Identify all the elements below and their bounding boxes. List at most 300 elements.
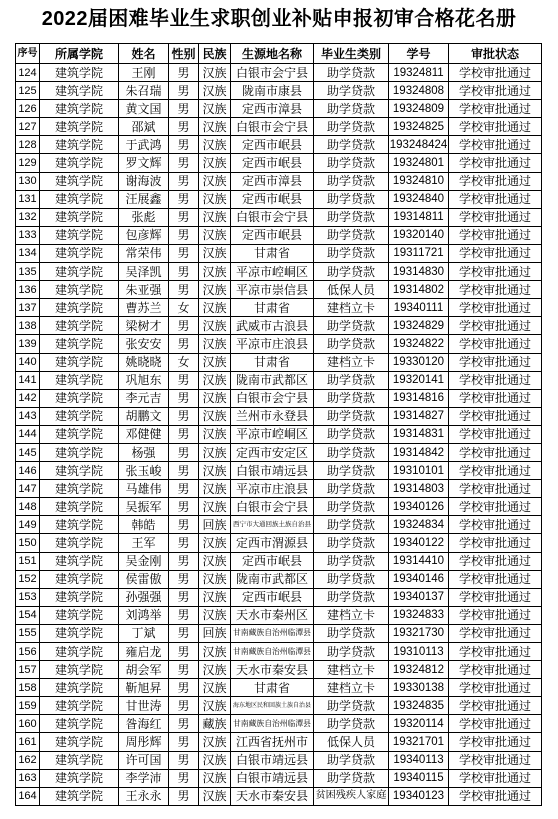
- table-row: [16, 335, 542, 353]
- cell-no: 126: [16, 100, 40, 118]
- cell-category: 助学贷款: [314, 443, 389, 461]
- cell-ethnicity: 汉族: [199, 353, 231, 371]
- cell-ethnicity: 汉族: [199, 335, 231, 353]
- cell-name: 许可国: [119, 751, 169, 769]
- cell-status: 学校审批通过: [449, 661, 542, 679]
- cell-college: 建筑学院: [40, 498, 119, 516]
- cell-origin: 海东地区民和回族土族自治县: [231, 697, 314, 715]
- cell-gender: 男: [169, 190, 199, 208]
- cell-gender: 男: [169, 208, 199, 226]
- cell-name: 雍启龙: [119, 643, 169, 661]
- cell-status: 学校审批通过: [449, 480, 542, 498]
- cell-student-id: 19340146: [389, 570, 449, 588]
- cell-no: 161: [16, 733, 40, 751]
- table-row: [16, 679, 542, 697]
- cell-name: 巩旭东: [119, 371, 169, 389]
- cell-category: 助学贷款: [314, 425, 389, 443]
- table-body: [16, 64, 542, 806]
- cell-ethnicity: 汉族: [199, 480, 231, 498]
- cell-name: 张彪: [119, 208, 169, 226]
- cell-ethnicity: 汉族: [199, 443, 231, 461]
- cell-name: 邵斌: [119, 118, 169, 136]
- cell-ethnicity: 汉族: [199, 787, 231, 805]
- page-title: 2022届困难毕业生求职创业补贴申报初审合格花名册: [41, 8, 517, 30]
- cell-college: 建筑学院: [40, 335, 119, 353]
- cell-name: 甘世涛: [119, 697, 169, 715]
- cell-name: 靳旭昇: [119, 679, 169, 697]
- cell-origin: 定西市岷县: [231, 588, 314, 606]
- cell-student-id: 19314842: [389, 443, 449, 461]
- cell-origin: 定西市漳县: [231, 172, 314, 190]
- cell-student-id: 19321730: [389, 624, 449, 642]
- cell-college: 建筑学院: [40, 570, 119, 588]
- cell-no: 153: [16, 588, 40, 606]
- cell-college: 建筑学院: [40, 606, 119, 624]
- cell-student-id: 19314802: [389, 281, 449, 299]
- cell-gender: 男: [169, 751, 199, 769]
- cell-category: 助学贷款: [314, 154, 389, 172]
- table-row: [16, 570, 542, 588]
- cell-no: 148: [16, 498, 40, 516]
- cell-status: 学校审批通过: [449, 190, 542, 208]
- cell-ethnicity: 汉族: [199, 425, 231, 443]
- cell-category: 助学贷款: [314, 371, 389, 389]
- cell-gender: 男: [169, 154, 199, 172]
- cell-college: 建筑学院: [40, 136, 119, 154]
- header-name: 姓名: [119, 44, 169, 64]
- cell-origin: 白银市会宁县: [231, 118, 314, 136]
- cell-category: 助学贷款: [314, 697, 389, 715]
- cell-name: 马雄伟: [119, 480, 169, 498]
- cell-student-id: 19340115: [389, 769, 449, 787]
- cell-gender: 男: [169, 606, 199, 624]
- table-row: [16, 118, 542, 136]
- cell-status: 学校审批通过: [449, 299, 542, 317]
- cell-name: 昝海红: [119, 715, 169, 733]
- cell-status: 学校审批通过: [449, 679, 542, 697]
- cell-origin: 陇南市康县: [231, 82, 314, 100]
- table-row: [16, 154, 542, 172]
- cell-ethnicity: 汉族: [199, 751, 231, 769]
- cell-category: 助学贷款: [314, 769, 389, 787]
- cell-no: 130: [16, 172, 40, 190]
- cell-origin: 白银市靖远县: [231, 462, 314, 480]
- cell-gender: 男: [169, 697, 199, 715]
- cell-college: 建筑学院: [40, 118, 119, 136]
- cell-status: 学校审批通过: [449, 281, 542, 299]
- cell-gender: 男: [169, 281, 199, 299]
- cell-category: 助学贷款: [314, 190, 389, 208]
- cell-name: 包彦辉: [119, 226, 169, 244]
- cell-gender: 男: [169, 118, 199, 136]
- cell-status: 学校审批通过: [449, 226, 542, 244]
- table-row: [16, 100, 542, 118]
- cell-name: 谢海波: [119, 172, 169, 190]
- cell-origin: 平凉市崆峒区: [231, 425, 314, 443]
- cell-status: 学校审批通过: [449, 697, 542, 715]
- table-row: [16, 606, 542, 624]
- cell-no: 129: [16, 154, 40, 172]
- cell-ethnicity: 汉族: [199, 82, 231, 100]
- cell-origin: 定西市岷县: [231, 226, 314, 244]
- cell-category: 助学贷款: [314, 64, 389, 82]
- cell-category: 助学贷款: [314, 263, 389, 281]
- cell-origin: 白银市会宁县: [231, 389, 314, 407]
- cell-no: 132: [16, 208, 40, 226]
- cell-no: 124: [16, 64, 40, 82]
- cell-ethnicity: 汉族: [199, 100, 231, 118]
- cell-ethnicity: 回族: [199, 624, 231, 642]
- cell-student-id: 19321701: [389, 733, 449, 751]
- cell-name: 张安安: [119, 335, 169, 353]
- cell-student-id: 19314811: [389, 208, 449, 226]
- cell-status: 学校审批通过: [449, 317, 542, 335]
- cell-status: 学校审批通过: [449, 389, 542, 407]
- cell-student-id: 19324833: [389, 606, 449, 624]
- cell-no: 151: [16, 552, 40, 570]
- cell-college: 建筑学院: [40, 697, 119, 715]
- cell-no: 125: [16, 82, 40, 100]
- cell-gender: 男: [169, 624, 199, 642]
- table-row: [16, 425, 542, 443]
- table-row: [16, 498, 542, 516]
- cell-ethnicity: 汉族: [199, 588, 231, 606]
- cell-college: 建筑学院: [40, 516, 119, 534]
- cell-name: 常荣伟: [119, 244, 169, 262]
- cell-student-id: 19324829: [389, 317, 449, 335]
- cell-ethnicity: 藏族: [199, 715, 231, 733]
- cell-gender: 男: [169, 407, 199, 425]
- cell-status: 学校审批通过: [449, 498, 542, 516]
- cell-no: 156: [16, 643, 40, 661]
- cell-status: 学校审批通过: [449, 208, 542, 226]
- table-row: [16, 353, 542, 371]
- cell-status: 学校审批通过: [449, 244, 542, 262]
- cell-gender: 女: [169, 299, 199, 317]
- cell-college: 建筑学院: [40, 769, 119, 787]
- cell-college: 建筑学院: [40, 751, 119, 769]
- cell-college: 建筑学院: [40, 64, 119, 82]
- cell-name: 吴振军: [119, 498, 169, 516]
- cell-name: 侯雷傲: [119, 570, 169, 588]
- cell-category: 助学贷款: [314, 643, 389, 661]
- cell-name: 梁树才: [119, 317, 169, 335]
- cell-ethnicity: 汉族: [199, 299, 231, 317]
- cell-ethnicity: 汉族: [199, 462, 231, 480]
- cell-no: 139: [16, 335, 40, 353]
- cell-status: 学校审批通过: [449, 624, 542, 642]
- cell-category: 助学贷款: [314, 715, 389, 733]
- cell-origin: 甘南藏族自治州临潭县: [231, 643, 314, 661]
- cell-ethnicity: 汉族: [199, 389, 231, 407]
- cell-status: 学校审批通过: [449, 570, 542, 588]
- table-row: [16, 552, 542, 570]
- cell-name: 周彤辉: [119, 733, 169, 751]
- cell-ethnicity: 汉族: [199, 407, 231, 425]
- table-row: [16, 371, 542, 389]
- cell-origin: 定西市渭源县: [231, 534, 314, 552]
- cell-status: 学校审批通过: [449, 118, 542, 136]
- cell-status: 学校审批通过: [449, 136, 542, 154]
- cell-no: 157: [16, 661, 40, 679]
- cell-origin: 白银市会宁县: [231, 498, 314, 516]
- cell-college: 建筑学院: [40, 425, 119, 443]
- cell-college: 建筑学院: [40, 534, 119, 552]
- cell-college: 建筑学院: [40, 443, 119, 461]
- cell-college: 建筑学院: [40, 389, 119, 407]
- table-row: [16, 661, 542, 679]
- cell-status: 学校审批通过: [449, 353, 542, 371]
- cell-name: 王刚: [119, 64, 169, 82]
- cell-status: 学校审批通过: [449, 425, 542, 443]
- cell-origin: 甘肃省: [231, 679, 314, 697]
- cell-gender: 男: [169, 588, 199, 606]
- cell-gender: 男: [169, 462, 199, 480]
- cell-student-id: 19320114: [389, 715, 449, 733]
- table-row: [16, 787, 542, 805]
- cell-name: 王军: [119, 534, 169, 552]
- cell-no: 141: [16, 371, 40, 389]
- header-origin: 生源地名称: [231, 44, 314, 64]
- cell-category: 低保人员: [314, 733, 389, 751]
- cell-gender: 男: [169, 389, 199, 407]
- cell-gender: 男: [169, 787, 199, 805]
- cell-student-id: 19324834: [389, 516, 449, 534]
- cell-no: 158: [16, 679, 40, 697]
- table-row: [16, 751, 542, 769]
- cell-student-id: 19340122: [389, 534, 449, 552]
- cell-status: 学校审批通过: [449, 534, 542, 552]
- header-college: 所属学院: [40, 44, 119, 64]
- cell-college: 建筑学院: [40, 407, 119, 425]
- cell-student-id: 19340113: [389, 751, 449, 769]
- cell-origin: 甘肃省: [231, 353, 314, 371]
- cell-college: 建筑学院: [40, 244, 119, 262]
- cell-ethnicity: 汉族: [199, 661, 231, 679]
- cell-status: 学校审批通过: [449, 715, 542, 733]
- cell-name: 胡会军: [119, 661, 169, 679]
- cell-name: 杨强: [119, 443, 169, 461]
- cell-no: 154: [16, 606, 40, 624]
- cell-college: 建筑学院: [40, 100, 119, 118]
- cell-student-id: 19330138: [389, 679, 449, 697]
- cell-gender: 男: [169, 443, 199, 461]
- cell-student-id: 19324809: [389, 100, 449, 118]
- cell-college: 建筑学院: [40, 154, 119, 172]
- cell-college: 建筑学院: [40, 588, 119, 606]
- cell-name: 胡鹏文: [119, 407, 169, 425]
- table-row: [16, 733, 542, 751]
- cell-student-id: 19340111: [389, 299, 449, 317]
- cell-ethnicity: 汉族: [199, 570, 231, 588]
- cell-gender: 男: [169, 371, 199, 389]
- cell-status: 学校审批通过: [449, 443, 542, 461]
- cell-category: 助学贷款: [314, 462, 389, 480]
- cell-ethnicity: 汉族: [199, 679, 231, 697]
- cell-student-id: 19324840: [389, 190, 449, 208]
- cell-origin: 白银市靖远县: [231, 769, 314, 787]
- cell-student-id: 19324810: [389, 172, 449, 190]
- cell-student-id: 19310101: [389, 462, 449, 480]
- cell-status: 学校审批通过: [449, 606, 542, 624]
- table-row: [16, 82, 542, 100]
- cell-no: 135: [16, 263, 40, 281]
- cell-name: 孙强强: [119, 588, 169, 606]
- cell-status: 学校审批通过: [449, 516, 542, 534]
- cell-college: 建筑学院: [40, 172, 119, 190]
- cell-no: 155: [16, 624, 40, 642]
- cell-no: 160: [16, 715, 40, 733]
- cell-origin: 西宁市大通回族土族自治县: [231, 516, 314, 534]
- cell-student-id: 19320140: [389, 226, 449, 244]
- header-ethnicity: 民族: [199, 44, 231, 64]
- table-row: [16, 299, 542, 317]
- cell-gender: 男: [169, 64, 199, 82]
- cell-category: 助学贷款: [314, 552, 389, 570]
- cell-origin: 定西市岷县: [231, 190, 314, 208]
- cell-origin: 天水市秦安县: [231, 661, 314, 679]
- cell-student-id: 19314827: [389, 407, 449, 425]
- cell-name: 罗文辉: [119, 154, 169, 172]
- cell-college: 建筑学院: [40, 715, 119, 733]
- cell-status: 学校审批通过: [449, 172, 542, 190]
- cell-origin: 定西市安定区: [231, 443, 314, 461]
- cell-college: 建筑学院: [40, 281, 119, 299]
- header-gender: 性别: [169, 44, 199, 64]
- cell-origin: 甘南藏族自治州临潭县: [231, 624, 314, 642]
- table-row: [16, 624, 542, 642]
- cell-category: 助学贷款: [314, 407, 389, 425]
- cell-ethnicity: 汉族: [199, 606, 231, 624]
- cell-category: 建档立卡: [314, 353, 389, 371]
- cell-origin: 兰州市永登县: [231, 407, 314, 425]
- cell-no: 163: [16, 769, 40, 787]
- table-row: [16, 208, 542, 226]
- cell-origin: 陇南市武都区: [231, 371, 314, 389]
- cell-origin: 甘肃省: [231, 244, 314, 262]
- cell-origin: 平凉市崆峒区: [231, 263, 314, 281]
- cell-status: 学校审批通过: [449, 371, 542, 389]
- cell-ethnicity: 汉族: [199, 172, 231, 190]
- cell-name: 李学沛: [119, 769, 169, 787]
- cell-name: 汪展鑫: [119, 190, 169, 208]
- cell-student-id: 19324822: [389, 335, 449, 353]
- cell-ethnicity: 汉族: [199, 190, 231, 208]
- cell-no: 145: [16, 443, 40, 461]
- cell-gender: 男: [169, 335, 199, 353]
- table-row: [16, 715, 542, 733]
- cell-college: 建筑学院: [40, 661, 119, 679]
- cell-name: 邓健健: [119, 425, 169, 443]
- table-header-row: [16, 44, 542, 64]
- table-row: [16, 588, 542, 606]
- table-row: [16, 462, 542, 480]
- cell-gender: 男: [169, 317, 199, 335]
- table-row: [16, 407, 542, 425]
- cell-name: 吴金刚: [119, 552, 169, 570]
- cell-student-id: 19324801: [389, 154, 449, 172]
- cell-ethnicity: 汉族: [199, 498, 231, 516]
- cell-gender: 男: [169, 480, 199, 498]
- cell-category: 助学贷款: [314, 534, 389, 552]
- cell-college: 建筑学院: [40, 226, 119, 244]
- cell-ethnicity: 汉族: [199, 317, 231, 335]
- cell-student-id: 19314803: [389, 480, 449, 498]
- cell-origin: 白银市会宁县: [231, 208, 314, 226]
- cell-category: 建档立卡: [314, 299, 389, 317]
- cell-category: 助学贷款: [314, 516, 389, 534]
- table-row: [16, 769, 542, 787]
- table-row: [16, 136, 542, 154]
- cell-origin: 定西市岷县: [231, 136, 314, 154]
- cell-gender: 女: [169, 353, 199, 371]
- cell-gender: 男: [169, 425, 199, 443]
- cell-gender: 男: [169, 172, 199, 190]
- cell-no: 162: [16, 751, 40, 769]
- cell-origin: 平凉市崇信县: [231, 281, 314, 299]
- cell-status: 学校审批通过: [449, 100, 542, 118]
- cell-status: 学校审批通过: [449, 407, 542, 425]
- cell-ethnicity: 汉族: [199, 154, 231, 172]
- table-row: [16, 64, 542, 82]
- cell-status: 学校审批通过: [449, 769, 542, 787]
- cell-no: 144: [16, 425, 40, 443]
- cell-no: 134: [16, 244, 40, 262]
- cell-ethnicity: 汉族: [199, 226, 231, 244]
- cell-college: 建筑学院: [40, 552, 119, 570]
- cell-status: 学校审批通过: [449, 751, 542, 769]
- cell-college: 建筑学院: [40, 299, 119, 317]
- table-header: [16, 44, 542, 64]
- cell-category: 低保人员: [314, 281, 389, 299]
- cell-no: 159: [16, 697, 40, 715]
- cell-no: 149: [16, 516, 40, 534]
- cell-name: 丁斌: [119, 624, 169, 642]
- cell-gender: 男: [169, 643, 199, 661]
- cell-name: 吴泽凯: [119, 263, 169, 281]
- cell-gender: 男: [169, 100, 199, 118]
- cell-student-id: 19324811: [389, 64, 449, 82]
- cell-name: 姚晓晓: [119, 353, 169, 371]
- cell-gender: 男: [169, 534, 199, 552]
- cell-student-id: 19310113: [389, 643, 449, 661]
- cell-no: 140: [16, 353, 40, 371]
- cell-no: 142: [16, 389, 40, 407]
- cell-no: 137: [16, 299, 40, 317]
- cell-student-id: 19324825: [389, 118, 449, 136]
- cell-student-id: 19340123: [389, 787, 449, 805]
- cell-ethnicity: 汉族: [199, 244, 231, 262]
- cell-origin: 江西省抚州市: [231, 733, 314, 751]
- cell-student-id: 19340126: [389, 498, 449, 516]
- cell-college: 建筑学院: [40, 208, 119, 226]
- table-row: [16, 389, 542, 407]
- cell-college: 建筑学院: [40, 462, 119, 480]
- cell-status: 学校审批通过: [449, 588, 542, 606]
- cell-name: 李元吉: [119, 389, 169, 407]
- cell-gender: 男: [169, 263, 199, 281]
- cell-category: 助学贷款: [314, 498, 389, 516]
- cell-ethnicity: 汉族: [199, 136, 231, 154]
- cell-origin: 甘南藏族自治州临潭县: [231, 715, 314, 733]
- header-category: 毕业生类别: [314, 44, 389, 64]
- cell-gender: 男: [169, 679, 199, 697]
- cell-student-id: 19324835: [389, 697, 449, 715]
- cell-category: 建档立卡: [314, 661, 389, 679]
- header-no: 序号: [16, 44, 40, 64]
- cell-no: 147: [16, 480, 40, 498]
- cell-category: 助学贷款: [314, 480, 389, 498]
